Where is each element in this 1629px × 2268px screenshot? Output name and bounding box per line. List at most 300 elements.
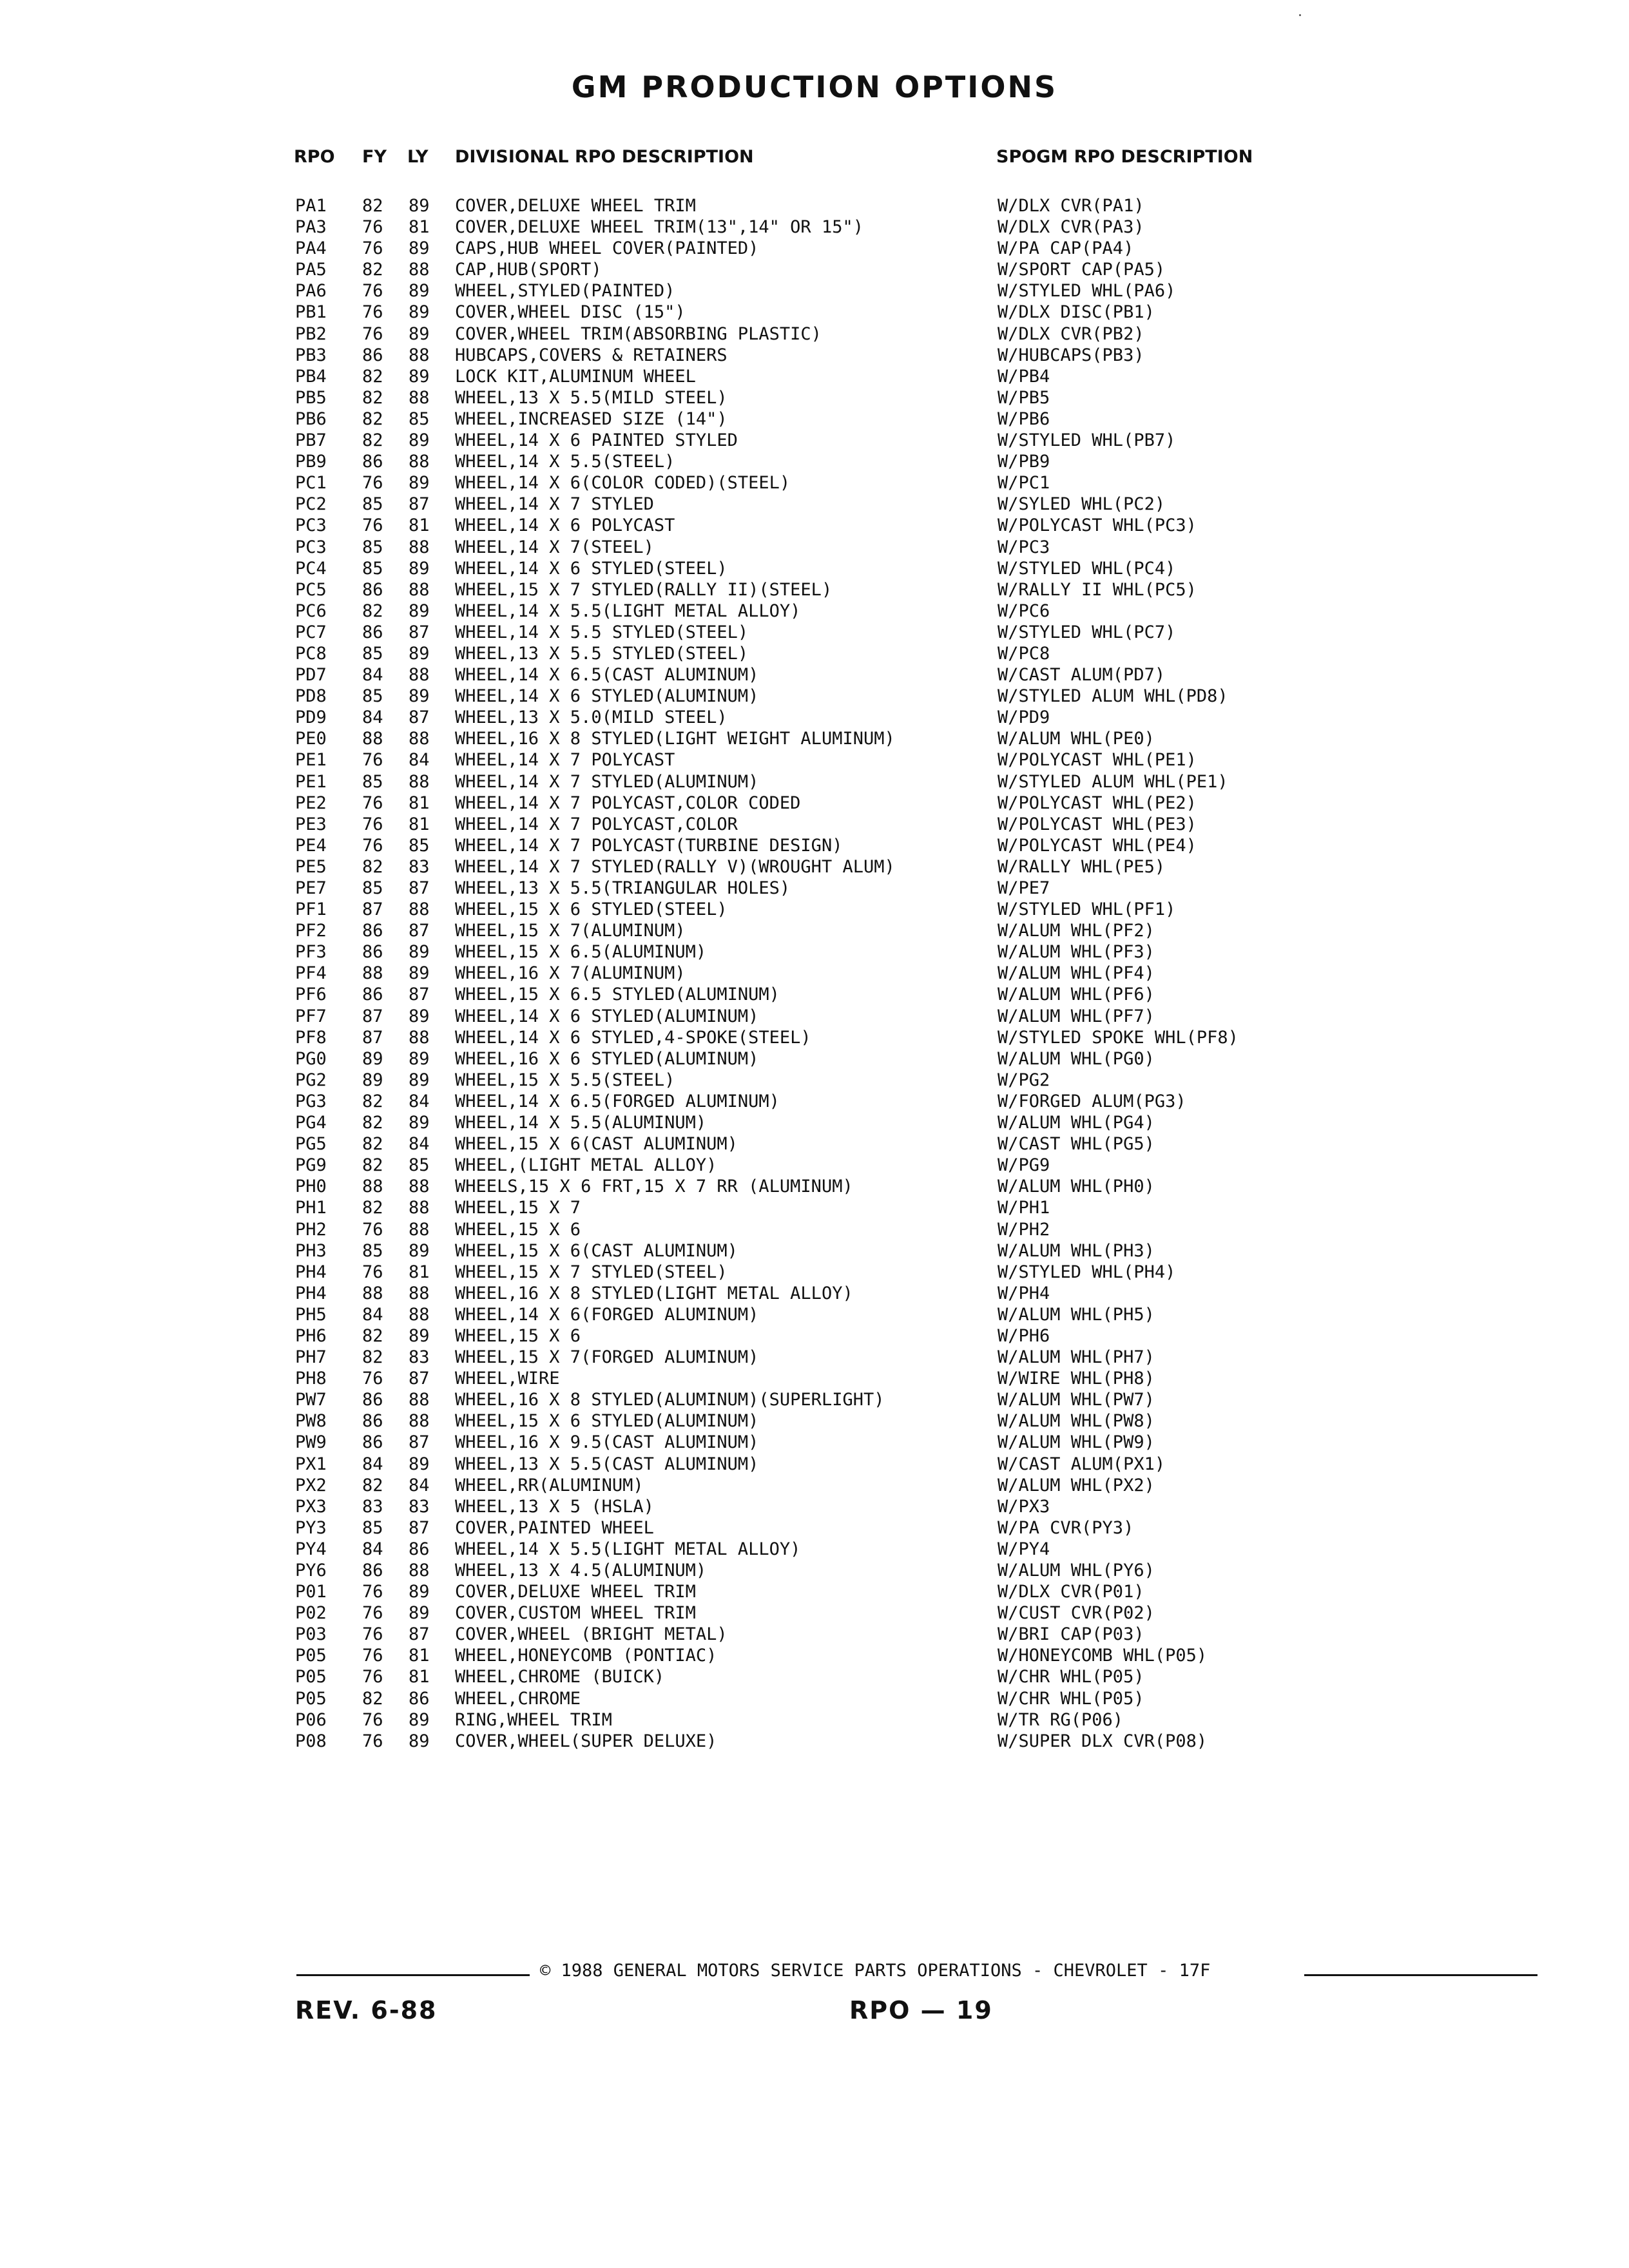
- divisional-description: WHEEL,14 X 5.5(LIGHT METAL ALLOY): [455, 601, 801, 621]
- last-year: 89: [409, 1240, 430, 1261]
- last-year: 81: [409, 1646, 430, 1666]
- table-row: [0, 494, 1629, 515]
- first-year: 76: [362, 1369, 383, 1389]
- spogm-description: W/ALUM WHL(PF3): [998, 942, 1155, 963]
- last-year: 86: [409, 1539, 430, 1559]
- divisional-description: WHEEL,HONEYCOMB (PONTIAC): [455, 1646, 717, 1666]
- table-row: [0, 1709, 1629, 1731]
- table-row: [0, 814, 1629, 835]
- first-year: 76: [362, 323, 383, 344]
- copyright-line: © 1988 GENERAL MOTORS SERVICE PARTS OPERATIONS - CHEVROLET - 17F: [540, 1961, 1211, 1981]
- spogm-description: W/PH1: [998, 1198, 1050, 1218]
- table-row: [0, 408, 1629, 430]
- spogm-description: W/PG2: [998, 1070, 1050, 1090]
- divisional-description: WHEEL,16 X 8 STYLED(ALUMINUM)(SUPERLIGHT): [455, 1390, 885, 1410]
- last-year: 89: [409, 686, 430, 707]
- rpo-code: P08: [295, 1731, 327, 1751]
- last-year: 89: [409, 473, 430, 494]
- first-year: 82: [362, 1134, 383, 1155]
- divisional-description: WHEEL,14 X 6 STYLED(ALUMINUM): [455, 1006, 759, 1026]
- divisional-description: WHEEL,CHROME (BUICK): [455, 1667, 665, 1687]
- divisional-description: WHEEL,14 X 7 POLYCAST: [455, 750, 675, 771]
- spogm-description: W/STYLED WHL(PC7): [998, 622, 1176, 642]
- table-row: [0, 1368, 1629, 1389]
- rpo-code: PA1: [295, 196, 327, 216]
- spogm-description: W/PC1: [998, 473, 1050, 494]
- table-row: [0, 1731, 1629, 1752]
- table-row: [0, 1666, 1629, 1687]
- last-year: 88: [409, 1198, 430, 1218]
- spogm-description: W/STYLED WHL(PH4): [998, 1262, 1176, 1282]
- first-year: 82: [362, 856, 383, 877]
- first-year: 76: [362, 302, 383, 323]
- divisional-description: WHEEL,16 X 9.5(CAST ALUMINUM): [455, 1432, 759, 1453]
- last-year: 88: [409, 345, 430, 365]
- divisional-description: WHEEL,15 X 5.5(STEEL): [455, 1070, 675, 1090]
- first-year: 84: [362, 665, 383, 686]
- last-year: 81: [409, 1667, 430, 1687]
- first-year: 87: [362, 1006, 383, 1026]
- rpo-code: PW9: [295, 1432, 327, 1453]
- last-year: 83: [409, 1347, 430, 1368]
- divisional-description: WHEEL,15 X 7(ALUMINUM): [455, 921, 686, 941]
- last-year: 89: [409, 643, 430, 664]
- table-row: [0, 1688, 1629, 1709]
- divisional-description: COVER,CUSTOM WHEEL TRIM: [455, 1603, 696, 1624]
- last-year: 84: [409, 1134, 430, 1155]
- first-year: 88: [362, 963, 383, 984]
- spogm-description: W/PY4: [998, 1539, 1050, 1559]
- spogm-description: W/STYLED WHL(PF1): [998, 899, 1176, 920]
- page-title: GM PRODUCTION OPTIONS: [571, 70, 1058, 104]
- rpo-code: PA6: [295, 281, 327, 302]
- divisional-description: WHEEL,14 X 7 POLYCAST(TURBINE DESIGN): [455, 835, 843, 856]
- spogm-description: W/POLYCAST WHL(PE3): [998, 814, 1197, 834]
- last-year: 89: [409, 1709, 430, 1730]
- last-year: 89: [409, 281, 430, 302]
- spogm-description: W/STYLED ALUM WHL(PE1): [998, 771, 1228, 792]
- table-row: [0, 195, 1629, 216]
- first-year: 89: [362, 1070, 383, 1090]
- divisional-description: WHEEL,13 X 5.5(CAST ALUMINUM): [455, 1454, 759, 1474]
- last-year: 89: [409, 1070, 430, 1090]
- rpo-code: PE0: [295, 729, 327, 749]
- rpo-code: PB4: [295, 366, 327, 387]
- spogm-description: W/DLX DISC(PB1): [998, 302, 1155, 323]
- first-year: 85: [362, 771, 383, 792]
- last-year: 89: [409, 430, 430, 451]
- rpo-code: PH1: [295, 1198, 327, 1218]
- rpo-code: PE2: [295, 793, 327, 813]
- table-row: [0, 856, 1629, 878]
- rpo-code: PB9: [295, 452, 327, 472]
- spogm-description: W/ALUM WHL(PH7): [998, 1347, 1155, 1368]
- spogm-description: W/POLYCAST WHL(PC3): [998, 515, 1197, 536]
- spogm-description: W/PH4: [998, 1283, 1050, 1303]
- first-year: 76: [362, 835, 383, 856]
- divisional-description: COVER,DELUXE WHEEL TRIM: [455, 1582, 696, 1602]
- spogm-description: W/ALUM WHL(PE0): [998, 729, 1155, 749]
- table-row: [0, 1539, 1629, 1560]
- table-row: [0, 451, 1629, 472]
- last-year: 88: [409, 260, 430, 280]
- rpo-code: PE1: [295, 750, 327, 771]
- first-year: 85: [362, 1517, 383, 1538]
- spogm-description: W/PH2: [998, 1219, 1050, 1240]
- last-year: 88: [409, 1283, 430, 1303]
- first-year: 76: [362, 1667, 383, 1687]
- first-year: 82: [362, 430, 383, 451]
- rpo-code: PH5: [295, 1304, 327, 1325]
- first-year: 84: [362, 1539, 383, 1559]
- spogm-description: W/DLX CVR(P01): [998, 1582, 1144, 1602]
- table-row: [0, 749, 1629, 771]
- rpo-code: PC4: [295, 558, 327, 579]
- rpo-code: PC3: [295, 515, 327, 536]
- divisional-description: WHEEL,16 X 7(ALUMINUM): [455, 963, 686, 984]
- table-row: [0, 472, 1629, 494]
- spogm-description: W/ALUM WHL(PW8): [998, 1411, 1155, 1432]
- table-row: [0, 622, 1629, 643]
- last-year: 88: [409, 771, 430, 792]
- rpo-code: PB6: [295, 408, 327, 429]
- table-row: [0, 1262, 1629, 1283]
- last-year: 89: [409, 942, 430, 963]
- rpo-code: P05: [295, 1646, 327, 1666]
- spogm-description: W/CHR WHL(P05): [998, 1667, 1144, 1687]
- footer-rule-right: [1304, 1974, 1537, 1976]
- first-year: 86: [362, 622, 383, 642]
- divisional-description: WHEEL,13 X 5.5(TRIANGULAR HOLES): [455, 878, 791, 898]
- rpo-code: PF4: [295, 963, 327, 984]
- last-year: 89: [409, 1006, 430, 1026]
- table-row: [0, 686, 1629, 707]
- divisional-description: WHEEL,RR(ALUMINUM): [455, 1475, 644, 1495]
- rpo-code: PX3: [295, 1496, 327, 1517]
- first-year: 82: [362, 366, 383, 387]
- rpo-code: P05: [295, 1667, 327, 1687]
- first-year: 88: [362, 1177, 383, 1197]
- rpo-code: PF1: [295, 899, 327, 920]
- divisional-description: COVER,DELUXE WHEEL TRIM(13",14" OR 15"): [455, 217, 863, 238]
- table-row: [0, 1048, 1629, 1070]
- table-row: [0, 1645, 1629, 1666]
- rpo-code: PG2: [295, 1070, 327, 1090]
- first-year: 83: [362, 1496, 383, 1517]
- first-year: 88: [362, 1283, 383, 1303]
- spogm-description: W/CHR WHL(P05): [998, 1688, 1144, 1709]
- spogm-description: W/POLYCAST WHL(PE4): [998, 835, 1197, 856]
- first-year: 85: [362, 494, 383, 515]
- table-row: [0, 216, 1629, 238]
- rpo-code: P05: [295, 1688, 327, 1709]
- last-year: 89: [409, 302, 430, 323]
- page-number: RPO — 19: [849, 1996, 993, 2024]
- rpo-code: PH3: [295, 1240, 327, 1261]
- divisional-description: WHEEL,14 X 6(COLOR CODED)(STEEL): [455, 473, 791, 494]
- divisional-description: COVER,DELUXE WHEEL TRIM: [455, 196, 696, 216]
- first-year: 86: [362, 1411, 383, 1432]
- first-year: 86: [362, 452, 383, 472]
- spogm-description: W/PC3: [998, 537, 1050, 557]
- last-year: 81: [409, 1262, 430, 1282]
- table-row: [0, 323, 1629, 345]
- rpo-code: P01: [295, 1582, 327, 1602]
- rpo-code: P02: [295, 1603, 327, 1624]
- first-year: 76: [362, 217, 383, 238]
- divisional-description: WHEEL,14 X 6.5(FORGED ALUMINUM): [455, 1091, 780, 1111]
- divisional-description: WHEEL,14 X 7 STYLED: [455, 494, 654, 515]
- last-year: 85: [409, 835, 430, 856]
- divisional-description: WHEEL,14 X 6 PAINTED STYLED: [455, 430, 738, 451]
- first-year: 82: [362, 1198, 383, 1218]
- table-row: [0, 664, 1629, 686]
- spogm-description: W/PB9: [998, 452, 1050, 472]
- rpo-code: PC8: [295, 643, 327, 664]
- table-row: [0, 430, 1629, 451]
- table-row: [0, 707, 1629, 728]
- divisional-description: COVER,WHEEL (BRIGHT METAL): [455, 1624, 728, 1645]
- last-year: 87: [409, 921, 430, 941]
- divisional-description: WHEEL,14 X 6 STYLED(STEEL): [455, 558, 728, 579]
- spogm-description: W/ALUM WHL(PY6): [998, 1561, 1155, 1581]
- rpo-code: PG5: [295, 1134, 327, 1155]
- table-row: [0, 280, 1629, 302]
- divisional-description: LOCK KIT,ALUMINUM WHEEL: [455, 366, 696, 387]
- first-year: 76: [362, 814, 383, 834]
- divisional-description: WHEEL,13 X 5.5 STYLED(STEEL): [455, 643, 749, 664]
- rpo-code: PH4: [295, 1283, 327, 1303]
- first-year: 82: [362, 1091, 383, 1111]
- first-year: 85: [362, 558, 383, 579]
- divisional-description: WHEEL,14 X 7 STYLED(RALLY V)(WROUGHT ALUM): [455, 856, 895, 877]
- table-row: [0, 728, 1629, 749]
- last-year: 89: [409, 1048, 430, 1069]
- spogm-description: W/HONEYCOMB WHL(P05): [998, 1646, 1208, 1666]
- last-year: 89: [409, 1454, 430, 1474]
- last-year: 89: [409, 1113, 430, 1133]
- last-year: 88: [409, 729, 430, 749]
- rpo-code: PC1: [295, 473, 327, 494]
- rpo-code: PC2: [295, 494, 327, 515]
- spogm-description: W/SYLED WHL(PC2): [998, 494, 1166, 515]
- spogm-description: W/ALUM WHL(PG0): [998, 1048, 1155, 1069]
- divisional-description: WHEEL,WIRE: [455, 1369, 560, 1389]
- rpo-code: PF6: [295, 985, 327, 1005]
- spogm-description: W/PD9: [998, 707, 1050, 728]
- table-row: [0, 238, 1629, 259]
- divisional-description: WHEEL,16 X 8 STYLED(LIGHT WEIGHT ALUMINUM): [455, 729, 895, 749]
- first-year: 82: [362, 1113, 383, 1133]
- spogm-description: W/BRI CAP(P03): [998, 1624, 1144, 1645]
- divisional-description: WHEEL,15 X 6.5(ALUMINUM): [455, 942, 707, 963]
- first-year: 85: [362, 878, 383, 898]
- last-year: 87: [409, 1517, 430, 1538]
- rpo-code: PY6: [295, 1561, 327, 1581]
- spogm-description: W/STYLED SPOKE WHL(PF8): [998, 1027, 1239, 1048]
- table-row: [0, 771, 1629, 793]
- spogm-description: W/DLX CVR(PB2): [998, 323, 1144, 344]
- first-year: 85: [362, 643, 383, 664]
- divisional-description: WHEEL,15 X 6: [455, 1325, 581, 1346]
- last-year: 88: [409, 899, 430, 920]
- table-row: [0, 1389, 1629, 1410]
- table-row: [0, 920, 1629, 941]
- spogm-description: W/TR RG(P06): [998, 1709, 1124, 1730]
- first-year: 82: [362, 260, 383, 280]
- last-year: 88: [409, 452, 430, 472]
- table-row: [0, 835, 1629, 856]
- spogm-description: W/PA CVR(PY3): [998, 1517, 1134, 1538]
- table-row: [0, 387, 1629, 408]
- spogm-description: W/ALUM WHL(PX2): [998, 1475, 1155, 1495]
- first-year: 86: [362, 1390, 383, 1410]
- first-year: 85: [362, 686, 383, 707]
- last-year: 88: [409, 1219, 430, 1240]
- first-year: 82: [362, 1325, 383, 1346]
- rpo-code: PX2: [295, 1475, 327, 1495]
- last-year: 87: [409, 1369, 430, 1389]
- spogm-description: W/CAST ALUM(PX1): [998, 1454, 1166, 1474]
- last-year: 87: [409, 878, 430, 898]
- first-year: 82: [362, 1155, 383, 1176]
- table-row: [0, 1176, 1629, 1197]
- table-row: [0, 1325, 1629, 1347]
- revision-label: REV. 6-88: [295, 1996, 438, 2024]
- first-year: 84: [362, 1454, 383, 1474]
- first-year: 76: [362, 1709, 383, 1730]
- rpo-code: PW7: [295, 1390, 327, 1410]
- last-year: 88: [409, 1390, 430, 1410]
- table-row: [0, 1347, 1629, 1368]
- table-row: [0, 1197, 1629, 1218]
- last-year: 87: [409, 622, 430, 642]
- table-row: [0, 1517, 1629, 1539]
- table-row: [0, 1475, 1629, 1496]
- divisional-description: COVER,PAINTED WHEEL: [455, 1517, 654, 1538]
- spogm-description: W/RALLY II WHL(PC5): [998, 579, 1197, 600]
- last-year: 89: [409, 323, 430, 344]
- first-year: 82: [362, 408, 383, 429]
- table-row: [0, 537, 1629, 558]
- divisional-description: WHEEL,CHROME: [455, 1688, 581, 1709]
- rpo-code: PD9: [295, 707, 327, 728]
- rpo-code: PG4: [295, 1113, 327, 1133]
- rpo-code: PF2: [295, 921, 327, 941]
- first-year: 82: [362, 387, 383, 408]
- table-row: [0, 984, 1629, 1005]
- rpo-code: PE3: [295, 814, 327, 834]
- last-year: 84: [409, 1475, 430, 1495]
- rpo-code: PB1: [295, 302, 327, 323]
- spogm-description: W/ALUM WHL(PH5): [998, 1304, 1155, 1325]
- table-row: [0, 1496, 1629, 1517]
- table-row: [0, 1581, 1629, 1602]
- divisional-description: WHEEL,14 X 6 STYLED(ALUMINUM): [455, 686, 759, 707]
- first-year: 86: [362, 985, 383, 1005]
- divisional-description: WHEEL,STYLED(PAINTED): [455, 281, 675, 302]
- divisional-description: WHEEL,15 X 6 STYLED(STEEL): [455, 899, 728, 920]
- last-year: 87: [409, 494, 430, 515]
- last-year: 84: [409, 1091, 430, 1111]
- rpo-code: PD7: [295, 665, 327, 686]
- rpo-code: PB2: [295, 323, 327, 344]
- divisional-description: WHEEL,16 X 8 STYLED(LIGHT METAL ALLOY): [455, 1283, 853, 1303]
- divisional-description: WHEEL,INCREASED SIZE (14"): [455, 408, 728, 429]
- spogm-description: W/ALUM WHL(PF4): [998, 963, 1155, 984]
- spogm-description: W/PB6: [998, 408, 1050, 429]
- first-year: 82: [362, 1475, 383, 1495]
- first-year: 82: [362, 1347, 383, 1368]
- rpo-code: PB5: [295, 387, 327, 408]
- first-year: 85: [362, 1240, 383, 1261]
- spogm-description: W/PX3: [998, 1496, 1050, 1517]
- first-year: 76: [362, 1646, 383, 1666]
- spogm-description: W/HUBCAPS(PB3): [998, 345, 1144, 365]
- divisional-description: WHEEL,14 X 5.5(LIGHT METAL ALLOY): [455, 1539, 801, 1559]
- divisional-description: WHEEL,14 X 7 STYLED(ALUMINUM): [455, 771, 759, 792]
- options-table: [0, 195, 1629, 1752]
- divisional-description: WHEEL,14 X 6.5(CAST ALUMINUM): [455, 665, 759, 686]
- rpo-code: PC6: [295, 601, 327, 621]
- last-year: 87: [409, 1432, 430, 1453]
- divisional-description: WHEEL,15 X 7 STYLED(STEEL): [455, 1262, 728, 1282]
- first-year: 82: [362, 196, 383, 216]
- divisional-description: WHEEL,14 X 6 STYLED,4-SPOKE(STEEL): [455, 1027, 811, 1048]
- table-row: [0, 1112, 1629, 1133]
- rpo-code: PE5: [295, 856, 327, 877]
- rpo-code: PH0: [295, 1177, 327, 1197]
- first-year: 87: [362, 899, 383, 920]
- divisional-description: WHEEL,15 X 6(CAST ALUMINUM): [455, 1134, 738, 1155]
- last-year: 81: [409, 217, 430, 238]
- divisional-description: COVER,WHEEL DISC (15"): [455, 302, 686, 323]
- rpo-code: PA5: [295, 260, 327, 280]
- first-year: 87: [362, 1027, 383, 1048]
- first-year: 84: [362, 1304, 383, 1325]
- table-row: [0, 515, 1629, 536]
- last-year: 81: [409, 515, 430, 536]
- divisional-description: WHEEL,14 X 5.5(ALUMINUM): [455, 1113, 707, 1133]
- table-row: [0, 1624, 1629, 1645]
- table-row: [0, 793, 1629, 814]
- table-row: [0, 941, 1629, 963]
- table-row: [0, 1155, 1629, 1176]
- rpo-code: PC7: [295, 622, 327, 642]
- table-row: [0, 259, 1629, 280]
- table-row: [0, 1027, 1629, 1048]
- last-year: 87: [409, 1624, 430, 1645]
- spogm-description: W/ALUM WHL(PW9): [998, 1432, 1155, 1453]
- divisional-description: COVER,WHEEL TRIM(ABSORBING PLASTIC): [455, 323, 822, 344]
- table-row: [0, 1410, 1629, 1432]
- spogm-description: W/POLYCAST WHL(PE1): [998, 750, 1197, 771]
- first-year: 86: [362, 1561, 383, 1581]
- rpo-code: PG0: [295, 1048, 327, 1069]
- divisional-description: WHEEL,16 X 6 STYLED(ALUMINUM): [455, 1048, 759, 1069]
- rpo-code: PC5: [295, 579, 327, 600]
- spogm-description: W/PC6: [998, 601, 1050, 621]
- spogm-description: W/WIRE WHL(PH8): [998, 1369, 1155, 1389]
- divisional-description: WHEEL,15 X 6.5 STYLED(ALUMINUM): [455, 985, 780, 1005]
- rpo-code: PB3: [295, 345, 327, 365]
- rpo-code: PG9: [295, 1155, 327, 1176]
- divisional-description: WHEEL,15 X 6: [455, 1219, 581, 1240]
- table-row: [0, 1602, 1629, 1624]
- table-row: [0, 1454, 1629, 1475]
- rpo-code: PD8: [295, 686, 327, 707]
- first-year: 76: [362, 750, 383, 771]
